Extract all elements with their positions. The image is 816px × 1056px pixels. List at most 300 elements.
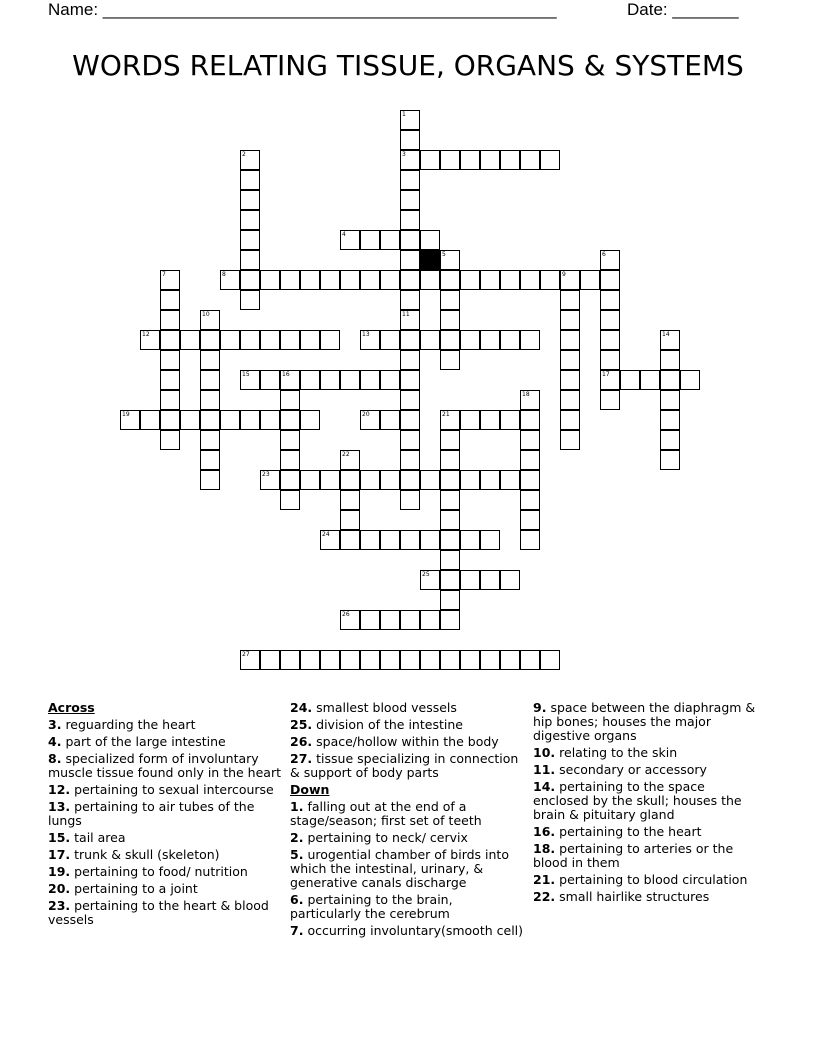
crossword-cell[interactable] [440,290,460,310]
crossword-cell[interactable] [400,290,420,310]
clue-number: 5. [290,847,304,862]
crossword-cell[interactable] [440,250,460,270]
crossword-cell[interactable] [400,250,420,270]
crossword-cell[interactable] [300,410,320,430]
crossword-cell[interactable] [260,370,280,390]
crossword-cell[interactable] [340,530,360,550]
crossword-cell[interactable] [160,370,180,390]
crossword-cell[interactable] [400,390,420,410]
crossword-cell[interactable] [380,230,400,250]
crossword-cell[interactable] [540,270,560,290]
clue-text: pertaining to a joint [74,881,198,896]
clue-number: 8. [48,751,62,766]
crossword-cell[interactable] [280,390,300,410]
crossword-cell[interactable] [400,410,420,430]
clue-text: secondary or accessory [559,762,707,777]
clue-number-label: 22 [342,451,350,458]
crossword-cell[interactable] [660,430,680,450]
crossword-cell[interactable] [520,470,540,490]
crossword-cell[interactable] [480,470,500,490]
crossword-cell[interactable] [260,330,280,350]
clue-across-25 [290,718,525,732]
crossword-cell[interactable] [280,490,300,510]
crossword-cell[interactable] [660,450,680,470]
crossword-cell[interactable] [240,170,260,190]
crossword-cell[interactable] [460,650,480,670]
crossword-cell[interactable] [580,270,600,290]
crossword-cell[interactable] [240,410,260,430]
crossword-cell[interactable] [420,270,440,290]
clue-number: 21. [533,872,556,887]
clue-number-label: 20 [362,411,370,418]
crossword-cell[interactable] [460,410,480,430]
crossword-cell[interactable] [520,530,540,550]
clue-number: 10. [533,745,556,760]
crossword-cell[interactable] [160,390,180,410]
clue-across-19 [48,865,283,879]
clue-column-3 [533,701,763,907]
crossword-cell[interactable] [260,410,280,430]
crossword-cell[interactable] [460,150,480,170]
clue-number: 11. [533,762,556,777]
crossword-cell[interactable] [360,650,380,670]
crossword-cell[interactable] [360,370,380,390]
crossword-cell[interactable] [400,170,420,190]
crossword-cell[interactable] [360,230,380,250]
crossword-cell[interactable] [560,410,580,430]
crossword-cell[interactable] [520,430,540,450]
crossword-cell[interactable] [460,330,480,350]
clue-text: space/hollow within the body [316,734,499,749]
crossword-cell[interactable] [340,270,360,290]
crossword-cell[interactable] [440,270,460,290]
crossword-cell[interactable] [400,110,420,130]
crossword-cell[interactable] [440,410,460,430]
crossword-cell[interactable] [240,150,260,170]
crossword-cell[interactable] [440,550,460,570]
clue-number-label: 12 [142,331,150,338]
clue-down-21 [533,873,763,887]
crossword-cell[interactable] [320,330,340,350]
crossword-cell[interactable] [560,390,580,410]
clue-text: pertaining to the heart & blood vessels [48,898,269,927]
crossword-cell[interactable] [420,330,440,350]
crossword-cell[interactable] [460,470,480,490]
crossword-cell[interactable] [380,470,400,490]
crossword-cell[interactable] [380,650,400,670]
crossword-cell[interactable] [440,570,460,590]
crossword-cell[interactable] [200,330,220,350]
crossword-cell[interactable] [660,370,680,390]
crossword-cell[interactable] [340,610,360,630]
crossword-cell[interactable] [400,470,420,490]
clue-text: space between the diaphragm & hip bones; houses the major digestive organs [533,700,756,743]
crossword-cell[interactable] [400,150,420,170]
crossword-cell[interactable] [240,370,260,390]
name-line[interactable]: Name: ________________________________________________ [48,0,557,19]
clue-text: pertaining to the brain, particularly the cerebrum [290,892,453,921]
crossword-cell[interactable] [420,530,440,550]
clue-text: small hairlike structures [559,889,710,904]
crossword-cell[interactable] [600,330,620,350]
crossword-cell[interactable] [120,410,140,430]
crossword-cell[interactable] [520,410,540,430]
crossword-cell[interactable] [400,310,420,330]
crossword-cell[interactable] [200,470,220,490]
crossword-cell[interactable] [500,650,520,670]
crossword-cell[interactable] [520,490,540,510]
crossword-cell[interactable] [420,610,440,630]
clue-text: part of the large intestine [65,734,226,749]
crossword-cell[interactable] [200,410,220,430]
crossword-cell[interactable] [160,350,180,370]
crossword-cell[interactable] [560,270,580,290]
crossword-cell[interactable] [340,450,360,470]
crossword-cell[interactable] [480,330,500,350]
crossword-cell[interactable] [400,330,420,350]
clue-text: urogential chamber of birds into which the intestinal, urinary, & generative canals discharge [290,847,509,890]
clue-down-2 [290,831,525,845]
crossword-cell[interactable] [200,390,220,410]
clue-number-label: 10 [202,311,210,318]
clue-number: 6. [290,892,304,907]
crossword-cell[interactable] [500,330,520,350]
crossword-cell[interactable] [160,430,180,450]
crossword-cell[interactable] [420,470,440,490]
clue-number: 20. [48,881,71,896]
crossword-cell[interactable] [160,270,180,290]
crossword-cell[interactable] [140,330,160,350]
clue-number-label: 27 [242,651,250,658]
clue-text: occurring involuntary(smooth cell) [307,923,524,938]
crossword-cell[interactable] [440,490,460,510]
crossword-cell[interactable] [320,270,340,290]
crossword-cell[interactable] [380,610,400,630]
crossword-cell[interactable] [400,430,420,450]
crossword-cell[interactable] [440,510,460,530]
crossword-cell[interactable] [160,410,180,430]
crossword-cell[interactable] [440,150,460,170]
crossword-cell[interactable] [340,650,360,670]
crossword-cell[interactable] [180,330,200,350]
crossword-cell[interactable] [480,150,500,170]
crossword-cell[interactable] [400,450,420,470]
crossword-cell[interactable] [420,650,440,670]
crossword-cell[interactable] [600,290,620,310]
crossword-cell[interactable] [280,370,300,390]
crossword-cell[interactable] [300,370,320,390]
crossword-cell[interactable] [200,430,220,450]
clue-across-23 [48,899,283,927]
crossword-cell[interactable] [640,370,660,390]
crossword-cell[interactable] [440,650,460,670]
crossword-cell[interactable] [460,270,480,290]
clue-text: pertaining to blood circulation [559,872,748,887]
crossword-cell[interactable] [300,470,320,490]
crossword-cell[interactable] [300,330,320,350]
clue-number: 24. [290,700,313,715]
clue-text: falling out at the end of a stage/season; first set of teeth [290,799,482,828]
crossword-cell[interactable] [460,530,480,550]
crossword-cell[interactable] [280,470,300,490]
crossword-cell[interactable] [520,450,540,470]
crossword-cell[interactable] [280,270,300,290]
crossword-cell[interactable] [240,230,260,250]
crossword-cell[interactable] [660,410,680,430]
crossword-cell[interactable] [620,370,640,390]
crossword-cell[interactable] [280,650,300,670]
crossword-cell[interactable] [600,390,620,410]
clue-number: 7. [290,923,304,938]
crossword-cell[interactable] [340,490,360,510]
clue-number: 13. [48,799,71,814]
crossword-cell[interactable] [500,410,520,430]
crossword-cell[interactable] [260,270,280,290]
crossword-cell[interactable] [420,230,440,250]
crossword-black-cell [420,250,440,270]
crossword-cell[interactable] [280,450,300,470]
clue-number: 23. [48,898,71,913]
clue-number-label: 17 [602,371,610,378]
clue-number-label: 3 [402,151,406,158]
crossword-cell[interactable] [440,330,460,350]
crossword-cell[interactable] [440,470,460,490]
crossword-cell[interactable] [660,330,680,350]
crossword-cell[interactable] [320,650,340,670]
clue-number: 2. [290,830,304,845]
clue-down-9 [533,701,763,743]
clue-text: tissue specializing in connection & support of body parts [290,751,519,780]
clue-number: 4. [48,734,62,749]
crossword-cell[interactable] [200,370,220,390]
crossword-cell[interactable] [600,270,620,290]
crossword-cell[interactable] [360,270,380,290]
crossword-cell[interactable] [380,370,400,390]
crossword-cell[interactable] [400,350,420,370]
crossword-cell[interactable] [540,650,560,670]
clue-column-1 [48,701,283,930]
crossword-cell[interactable] [380,410,400,430]
clue-down-10 [533,746,763,760]
clue-column-2 [290,701,525,941]
page-title: WORDS RELATING TISSUE, ORGANS & SYSTEMS [72,49,744,82]
crossword-cell[interactable] [360,530,380,550]
clue-across-12 [48,783,283,797]
clue-number-label: 6 [602,251,606,258]
clue-across-15 [48,831,283,845]
crossword-cell[interactable] [200,450,220,470]
crossword-cell[interactable] [440,590,460,610]
crossword-cell[interactable] [240,190,260,210]
clue-number-label: 13 [362,331,370,338]
crossword-cell[interactable] [240,250,260,270]
crossword-cell[interactable] [460,570,480,590]
crossword-cell[interactable] [300,270,320,290]
clue-number-label: 21 [442,411,450,418]
crossword-cell[interactable] [280,410,300,430]
clue-number-label: 5 [442,251,446,258]
clue-number: 1. [290,799,304,814]
crossword-cell[interactable] [520,390,540,410]
crossword-cell[interactable] [360,610,380,630]
crossword-cell[interactable] [360,410,380,430]
crossword-cell[interactable] [160,330,180,350]
crossword-cell[interactable] [400,130,420,150]
clue-number: 25. [290,717,313,732]
crossword-cell[interactable] [240,290,260,310]
clue-text: pertaining to food/ nutrition [74,864,248,879]
clue-number: 14. [533,779,556,794]
crossword-cell[interactable] [240,270,260,290]
crossword-cell[interactable] [440,530,460,550]
crossword-cell[interactable] [600,310,620,330]
crossword-cell[interactable] [320,470,340,490]
crossword-cell[interactable] [400,610,420,630]
clue-across-27 [290,752,525,780]
crossword-cell[interactable] [360,330,380,350]
crossword-cell[interactable] [520,330,540,350]
crossword-cell[interactable] [440,310,460,330]
clue-number-label: 7 [162,271,166,278]
crossword-cell[interactable] [440,430,460,450]
down-heading: Down [290,782,330,797]
clue-number-label: 24 [322,531,330,538]
clue-number-label: 16 [282,371,290,378]
crossword-cell[interactable] [280,330,300,350]
crossword-cell[interactable] [660,350,680,370]
crossword-cell[interactable] [340,230,360,250]
crossword-cell[interactable] [560,430,580,450]
crossword-cell[interactable] [400,210,420,230]
clue-number-label: 26 [342,611,350,618]
crossword-cell[interactable] [240,330,260,350]
crossword-cell[interactable] [520,270,540,290]
crossword-cell[interactable] [480,270,500,290]
crossword-cell[interactable] [420,570,440,590]
crossword-cell[interactable] [140,410,160,430]
clue-down-5 [290,848,525,890]
clue-text: smallest blood vessels [316,700,457,715]
crossword-cell[interactable] [300,650,320,670]
clue-across-20 [48,882,283,896]
crossword-cell[interactable] [260,650,280,670]
crossword-cell[interactable] [480,650,500,670]
crossword-cell[interactable] [340,370,360,390]
clue-text: trunk & skull (skeleton) [74,847,220,862]
crossword-cell[interactable] [400,490,420,510]
clue-number-label: 15 [242,371,250,378]
crossword-cell[interactable] [500,570,520,590]
crossword-cell[interactable] [440,610,460,630]
crossword-cell[interactable] [600,250,620,270]
crossword-cell[interactable] [560,350,580,370]
clue-number: 16. [533,824,556,839]
crossword-cell[interactable] [600,350,620,370]
clue-down-1 [290,800,525,828]
clue-number-label: 1 [402,111,406,118]
crossword-cell[interactable] [560,310,580,330]
crossword-cell[interactable] [600,370,620,390]
clue-down-18 [533,842,763,870]
crossword-cell[interactable] [520,650,540,670]
crossword-cell[interactable] [400,370,420,390]
crossword-cell[interactable] [380,270,400,290]
clue-text: pertaining to neck/ cervix [307,830,468,845]
clue-down-16 [533,825,763,839]
crossword-cell[interactable] [200,350,220,370]
crossword-cell[interactable] [220,270,240,290]
crossword-cell[interactable] [240,210,260,230]
clue-number: 12. [48,782,71,797]
crossword-cell[interactable] [220,410,240,430]
crossword-cell[interactable] [320,530,340,550]
crossword-cell[interactable] [280,430,300,450]
crossword-cell[interactable] [540,150,560,170]
clue-number-label: 9 [562,271,566,278]
crossword-cell[interactable] [320,370,340,390]
crossword-cell[interactable] [360,470,380,490]
clue-across-17 [48,848,283,862]
crossword-cell[interactable] [440,450,460,470]
crossword-cell[interactable] [400,270,420,290]
crossword-cell[interactable] [340,510,360,530]
date-line[interactable]: Date: _______ [627,0,739,19]
clue-number: 15. [48,830,71,845]
clue-down-11 [533,763,763,777]
crossword-cell[interactable] [420,150,440,170]
crossword-cell[interactable] [400,530,420,550]
clue-number: 9. [533,700,547,715]
crossword-cell[interactable] [660,390,680,410]
crossword-cell[interactable] [160,310,180,330]
crossword-cell[interactable] [440,350,460,370]
crossword-cell[interactable] [480,530,500,550]
crossword-cell[interactable] [560,330,580,350]
clue-number: 27. [290,751,313,766]
crossword-cell[interactable] [400,230,420,250]
crossword-cell[interactable] [480,570,500,590]
clue-text: pertaining to air tubes of the lungs [48,799,255,828]
crossword-cell[interactable] [160,290,180,310]
crossword-cell[interactable] [340,470,360,490]
crossword-cell[interactable] [220,330,240,350]
crossword-cell[interactable] [260,470,280,490]
crossword-cell[interactable] [400,190,420,210]
crossword-cell[interactable] [560,370,580,390]
crossword-cell[interactable] [400,650,420,670]
crossword-cell[interactable] [500,470,520,490]
crossword-cell[interactable] [380,330,400,350]
clue-across-13 [48,800,283,828]
clue-number-label: 19 [122,411,130,418]
crossword-cell[interactable] [680,370,700,390]
crossword-cell[interactable] [560,290,580,310]
clue-text: pertaining to the space enclosed by the skull; houses the brain & pituitary gland [533,779,742,822]
clue-down-14 [533,780,763,822]
crossword-cell[interactable] [480,410,500,430]
clue-number-label: 4 [342,231,346,238]
crossword-cell[interactable] [500,150,520,170]
crossword-cell[interactable] [520,510,540,530]
crossword-cell[interactable] [500,270,520,290]
clue-down-22 [533,890,763,904]
crossword-cell[interactable] [520,150,540,170]
clue-down-7 [290,924,525,938]
crossword-cell[interactable] [180,410,200,430]
crossword-cell[interactable] [200,310,220,330]
crossword-cell[interactable] [240,650,260,670]
crossword-cell[interactable] [380,530,400,550]
